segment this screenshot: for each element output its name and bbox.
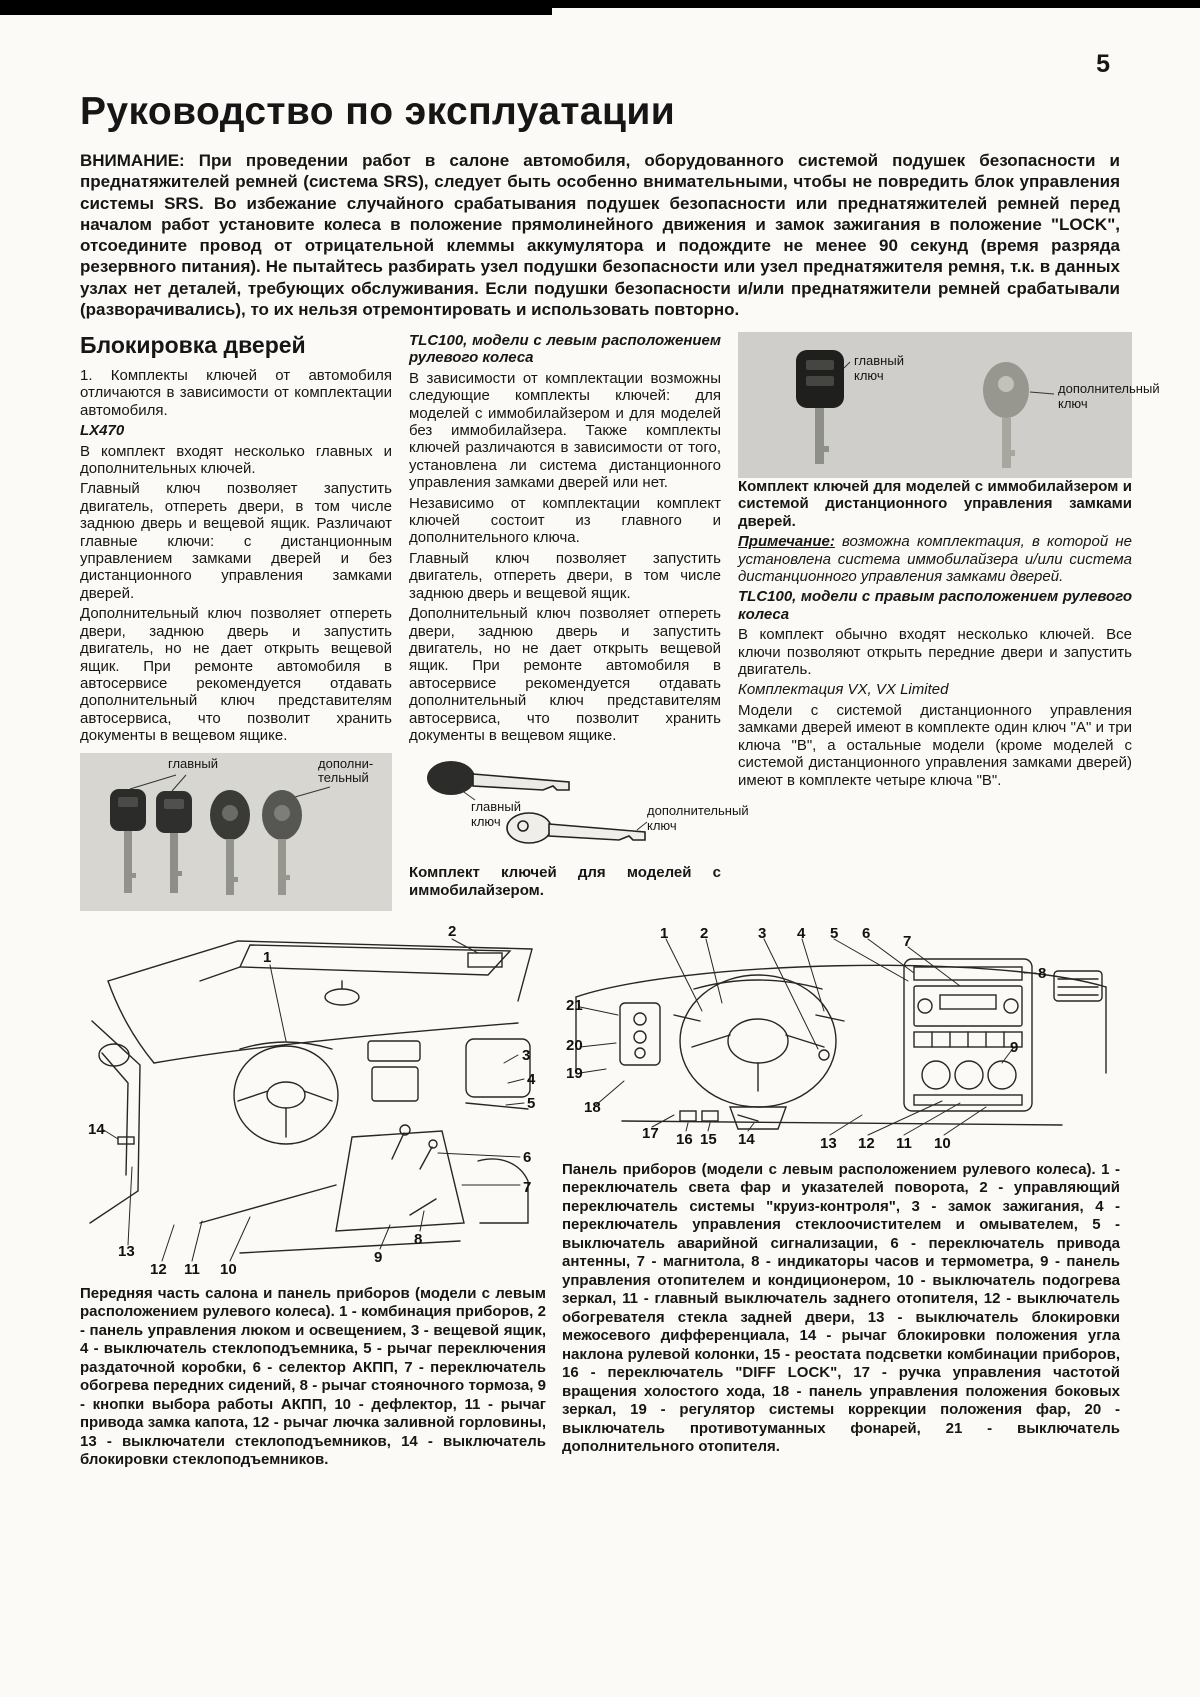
visor-line bbox=[200, 967, 240, 981]
warning-paragraph: ВНИМАНИЕ: При проведении работ в салоне автомобиля, оборудованного системой подушек безопасности и преднатяжителей ремней (система SRS), следует быть особенно внимательными, чтобы не повредить блок управления системы SRS. Во избежание случайного срабатывания подушек безопасности или преднатяжителей ремней перед началом работ установите колеса в положение прямолинейного движения и замок зажигания в положение "LOCK", отсоедините провод от отрицательной клеммы аккумулятора и подождите не менее 90 секунд (время разряда резервного питания). Не пытайтесь разбирать узел подушки безопасности или узел преднатяжителя ремня, т.к. в данных узлах нет деталей, требующих обслуживания. Если подушки безопасности и/или преднатяжители ремней срабатывали (разворачивались), то их нельзя отремонтировать и использовать повторно. bbox=[80, 151, 1120, 319]
steering-hub bbox=[267, 1082, 305, 1108]
center-stack bbox=[372, 1067, 418, 1101]
col1-paragraph-4: Дополнительный ключ позволяет отпереть двери, заднюю дверь и запустить двигатель, но не дает открыть вещевой ящик. При ремонте автомобиля в автосервисе рекомендуется отдавать дополнительный ключ представителям автосервиса, что позволит хранить документы в вещевом ящике. bbox=[80, 605, 392, 745]
switch bbox=[635, 1048, 645, 1058]
center-vents bbox=[368, 1041, 420, 1061]
dash-top-line bbox=[154, 1023, 518, 1063]
callout-13: 13 bbox=[118, 1242, 135, 1260]
column-cover bbox=[730, 1107, 786, 1129]
key-label-main: главный bbox=[168, 755, 218, 771]
callout-3: 3 bbox=[522, 1046, 531, 1064]
callout-2: 2 bbox=[448, 922, 457, 940]
ignition-lock bbox=[819, 1050, 829, 1060]
key-label-main: главный ключ bbox=[471, 799, 521, 829]
note-label: Примечание: bbox=[738, 533, 835, 551]
callout-10: 10 bbox=[220, 1260, 237, 1278]
callout-18: 18 bbox=[584, 1098, 601, 1116]
page-title: Руководство по эксплуатации bbox=[80, 90, 676, 133]
col1-model-heading: LX470 bbox=[80, 422, 125, 440]
climate-knob bbox=[988, 1061, 1016, 1089]
wheel-spokes bbox=[238, 1091, 332, 1137]
lower-switch bbox=[680, 1111, 696, 1121]
door-inner-line bbox=[102, 1053, 128, 1175]
button-dividers bbox=[932, 1032, 1004, 1047]
left-stalk bbox=[674, 1015, 700, 1021]
callout-7: 7 bbox=[903, 932, 912, 950]
column-2 bbox=[409, 332, 749, 911]
key-label-additional: дополнительный ключ bbox=[647, 803, 749, 833]
col3-paragraph-2: Модели с системой дистанционного управления замками дверей имеют в комплекте один ключ "А" и три ключа "В", а остальные модели (кроме моделей с системой дистанционного управления замками дверей) имеют в комплекте четыре ключа "В". bbox=[738, 701, 1132, 789]
callout-11: 11 bbox=[896, 1134, 912, 1152]
radio-display bbox=[940, 995, 996, 1009]
figure-instrument-panel bbox=[562, 923, 1120, 1478]
steering-hub bbox=[728, 1019, 788, 1063]
col2-paragraph-1: В зависимости от комплектации возможны следующие комплекты ключей: для моделей с иммобилайзером и для моделей без иммобилайзера. Также комплекты ключей различаются в зависимости от того, установлена ли система дистанционного управления замками дверей или нет. bbox=[409, 369, 721, 492]
climate-slider bbox=[914, 1095, 1022, 1105]
callout-6: 6 bbox=[862, 924, 871, 942]
vent-slats bbox=[1058, 979, 1098, 995]
callout-15: 15 bbox=[700, 1130, 717, 1148]
rearview-mirror bbox=[325, 989, 359, 1005]
figure-caption-remote: Комплект ключей для моделей с иммобилайзером и системой дистанционного управления замками дверей. bbox=[738, 478, 1132, 530]
at-selector bbox=[420, 1147, 432, 1169]
sunroof-panel bbox=[240, 945, 510, 975]
column-3 bbox=[738, 332, 1160, 911]
col1-paragraph-3: Главный ключ позволяет запустить двигатель, отпереть двери, в том числе заднюю дверь и вещевой ящик. Различают главные ключи: с дистанционным управлением замками дверей и без дистанционного управления замками дверей. bbox=[80, 480, 392, 602]
note-text: возможна комплектация, в которой не установлена система иммобилайзера и/или система дистанционного управления замками дверей. bbox=[738, 533, 1132, 586]
right-vent bbox=[1054, 971, 1102, 1001]
figure-caption-immobilizer: Комплект ключей для моделей с иммобилайзером. bbox=[409, 864, 721, 899]
dashboard-figure-caption: Панель приборов (модели с левым расположением рулевого колеса). 1 - переключатель света фар и указателей поворота, 2 - управляющий переключатель системы "круиз-контроля", 3 - замок зажигания, 4 - переключатель управления стеклоочистителем и омывателем, 5 - выключатель аварийной сигнализации, 6 - переключатель привода антенны, 7 - магнитола, 8 - индикаторы часов и термометра, 9 - панель управления отопителем и кондиционером, 10 - выключатель подогрева зеркал, 11 - главный выключатель заднего отопителя, 12 - выключатель обогревателя стекла задней двери, 13 - выключатель блокировки межосевого дифференциала, 14 - рычаг блокировки положения угла наклона рулевой колонки, 15 - реостата подсветки комбинации приборов, 16 - переключатель "DIFF LOCK", 17 - ручка управления частотой вращения холостого хода, 18 - панель управления положения боковых зеркал, 19 - регулятор системы коррекции положения фар, 20 - выключатель противотуманных фонарей, 21 - выключатель дополнительного отопителя. bbox=[562, 1160, 1120, 1456]
callout-12: 12 bbox=[150, 1260, 167, 1278]
switch bbox=[634, 1013, 646, 1025]
callout-19: 19 bbox=[566, 1064, 583, 1082]
cabin-diagram bbox=[80, 923, 546, 1279]
dashboard-line-drawing bbox=[562, 923, 1120, 1155]
callout-8: 8 bbox=[1038, 964, 1047, 982]
radio-knob bbox=[1004, 999, 1018, 1013]
dash-top-edge bbox=[576, 965, 1106, 997]
callout-7: 7 bbox=[523, 1178, 532, 1196]
left-switch-panel bbox=[620, 1003, 660, 1065]
figure-cabin-front bbox=[80, 923, 546, 1478]
callout-4: 4 bbox=[527, 1070, 536, 1088]
column-1 bbox=[80, 332, 392, 911]
key-label-additional: дополни-тельный bbox=[318, 755, 374, 786]
dash-side-edges bbox=[576, 987, 1106, 1073]
cabin-line-drawing bbox=[80, 923, 546, 1279]
three-column-section bbox=[80, 332, 1160, 911]
callout-16: 16 bbox=[676, 1130, 693, 1148]
callout-12: 12 bbox=[858, 1134, 875, 1152]
col3-heading: TLC100, модели с правым расположением рулевого колеса bbox=[738, 588, 1132, 623]
callout-21: 21 bbox=[566, 996, 583, 1014]
parking-brake bbox=[410, 1199, 436, 1215]
glovebox bbox=[466, 1039, 530, 1097]
lower-switch bbox=[702, 1111, 718, 1121]
dashboard-diagram bbox=[562, 923, 1120, 1155]
page-number: 5 bbox=[1096, 50, 1110, 78]
right-pillar bbox=[518, 949, 532, 1001]
callout-4: 4 bbox=[797, 924, 806, 942]
selector-knob bbox=[429, 1140, 437, 1148]
seat-outline bbox=[478, 1159, 528, 1223]
col2-heading: TLC100, модели с левым расположением рулевого колеса bbox=[409, 332, 721, 367]
callout-11: 11 bbox=[184, 1260, 200, 1278]
col1-paragraph-2: В комплект входят несколько главных и дополнительных ключей. bbox=[80, 442, 392, 478]
col3-trim-heading: Комплектация VX, VX Limited bbox=[738, 681, 949, 699]
center-console bbox=[336, 1131, 464, 1231]
radio-unit bbox=[914, 986, 1022, 1026]
callout-14: 14 bbox=[738, 1130, 755, 1148]
diagram-section bbox=[80, 923, 1120, 1478]
callout-6: 6 bbox=[523, 1148, 532, 1166]
callout-9: 9 bbox=[1010, 1038, 1019, 1056]
key-icon bbox=[507, 813, 645, 843]
leader-lines bbox=[102, 939, 524, 1261]
callout-20: 20 bbox=[566, 1036, 583, 1054]
callout-1: 1 bbox=[660, 924, 669, 942]
col2-paragraph-3: Главный ключ позволяет запустить двигатель, отпереть двери, в том числе заднюю дверь и вещевой ящик. bbox=[409, 549, 721, 602]
a-pillar bbox=[108, 981, 154, 1063]
figure-keys-immobilizer-drawing bbox=[409, 752, 749, 864]
radio-knob bbox=[918, 999, 932, 1013]
col2-paragraph-4: Дополнительный ключ позволяет отпереть двери, заднюю дверь и запустить двигатель, но не дает открыть вещевой ящик. При ремонте автомобиля в автосервисе рекомендуется отдавать дополнительный ключ представителям автосервиса, что позволит хранить документы в вещевом ящике. bbox=[409, 605, 721, 744]
key-label-main: главный ключ bbox=[854, 353, 904, 383]
callout-2: 2 bbox=[700, 924, 709, 942]
callout-10: 10 bbox=[934, 1134, 951, 1152]
col2-paragraph-2: Независимо от комплектации комплект ключей состоит из главного и дополнительного ключа. bbox=[409, 494, 721, 547]
callout-17: 17 bbox=[642, 1124, 659, 1142]
key-label-additional: дополнительный ключ bbox=[1058, 381, 1160, 411]
callout-14: 14 bbox=[88, 1120, 105, 1138]
wheel-spokes bbox=[692, 1035, 824, 1091]
callout-5: 5 bbox=[830, 924, 839, 942]
scan-artifact-top-left bbox=[0, 0, 552, 15]
tilt-lever bbox=[738, 1115, 758, 1121]
clock-display bbox=[914, 967, 1022, 980]
note-paragraph bbox=[738, 533, 1132, 585]
key-icon bbox=[427, 761, 569, 795]
callout-9: 9 bbox=[374, 1248, 383, 1266]
leader-line bbox=[637, 822, 647, 830]
climate-knob bbox=[922, 1061, 950, 1089]
cabin-figure-caption: Передняя часть салона и панель приборов (модели с левым расположением рулевого колеса). 1 - комбинация приборов, 2 - панель управления люком и освещением, 3 - вещевой ящик, 4 - выключатель стеклоподъемника, 5 - рычаг переключения раздаточной коробки, 6 - селектор АКПП, 7 - переключатель обогрева передних сидений, 8 - рычаг стояночного тормоза, 9 - кнопки выбора работы АКПП, 10 - дефлектор, 11 - рычаг привода замка капота, 12 - рычаг лючка заливной горловины, 13 - выключатели стеклоподъемников, 14 - выключатель блокировки стеклоподъемников. bbox=[80, 1284, 546, 1469]
section-heading-door-locking: Блокировка дверей bbox=[80, 332, 306, 358]
callout-13: 13 bbox=[820, 1134, 837, 1152]
switch bbox=[634, 1031, 646, 1043]
callout-3: 3 bbox=[758, 924, 767, 942]
transfer-lever bbox=[392, 1133, 404, 1159]
climate-knob bbox=[955, 1061, 983, 1089]
callout-8: 8 bbox=[414, 1230, 423, 1248]
figure-keys-lx470-photo bbox=[80, 753, 392, 911]
col3-paragraph-1: В комплект обычно входят несколько ключей. Все ключи позволяют открыть передние двери и запустить двигатель. bbox=[738, 626, 1132, 679]
callout-1: 1 bbox=[263, 948, 272, 966]
col1-paragraph-1: 1. Комплекты ключей от автомобиля отличаются в зависимости от комплектации автомобиля. bbox=[80, 367, 392, 419]
callout-5: 5 bbox=[527, 1094, 536, 1112]
figure-keys-remote-photo bbox=[738, 332, 1160, 478]
